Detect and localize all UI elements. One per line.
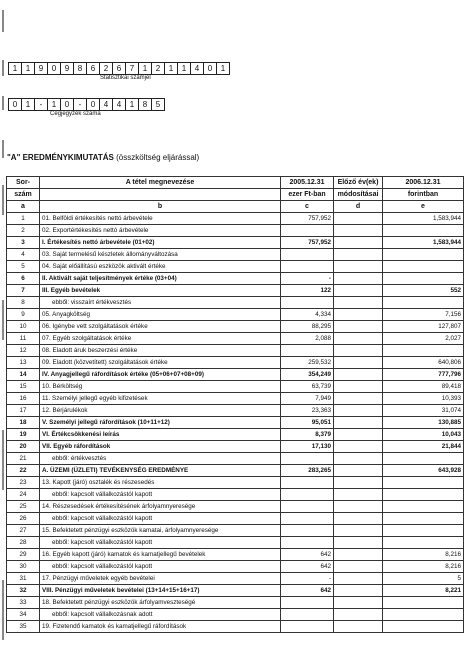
row-number: 12 [7,345,40,357]
row-label: 13. Kapott (járó) osztalék és részesedés [40,477,281,489]
row-label: 19. Fizetendő kamatok és kamatjellegű ráfordítások [40,621,281,633]
row-label: 02. Exportértékesítés nettó árbevétele [40,225,281,237]
row-curr-value [383,225,464,237]
row-curr-value [383,477,464,489]
row-label: ebből: kapcsolt vállalkozástól kapott [40,561,281,573]
table-row [7,513,464,525]
row-number: 34 [7,609,40,621]
row-prev-value: 8,379 [281,429,334,441]
table-row [7,285,464,297]
row-number: 17 [7,405,40,417]
digit-box: 4 [113,99,126,110]
col-name: A tétel megnevezése [40,177,281,189]
table-row [7,489,464,501]
col-sor: Sor- [7,177,40,189]
digit-box: 9 [61,63,74,74]
row-curr-value [383,249,464,261]
row-prev-value [281,501,334,513]
row-number: 3 [7,237,40,249]
row-prev-value: - [281,273,334,285]
row-number: 33 [7,597,40,609]
digit-box: 0 [204,63,217,74]
digit-box: 1 [9,63,22,74]
row-number: 21 [7,453,40,465]
row-number: 14 [7,369,40,381]
table-row [7,609,464,621]
row-modification [334,513,383,525]
row-label: 07. Egyéb szolgáltatások értéke [40,333,281,345]
row-label: ebből: értékvesztés [40,453,281,465]
row-curr-value [383,501,464,513]
col-curr: 2006.12.31 [383,177,464,189]
row-prev-value [281,513,334,525]
row-prev-value: 642 [281,561,334,573]
title-subtitle: (összköltség eljárással) [116,153,200,162]
digit-box: 1 [220,64,226,73]
row-prev-value: 354,249 [281,369,334,381]
page-title [7,153,199,162]
row-label: VII. Egyéb ráfordítások [40,441,281,453]
row-number: 24 [7,489,40,501]
registry-number-boxes [8,98,165,111]
table-row [7,501,464,513]
row-modification [334,621,383,633]
row-number: 26 [7,513,40,525]
row-number: 16 [7,393,40,405]
margin-mark [2,140,4,158]
row-label: IV. Anyagjellegű ráfordítások értéke (05+06+07+08+09) [40,369,281,381]
table-row [7,549,464,561]
row-label: VI. Értékcsökkenési leírás [40,429,281,441]
row-label: 06. Igénybe vett szolgáltatások értéke [40,321,281,333]
row-label: 14. Részesedések értékesítésének árfolyamnyeresége [40,501,281,513]
digit-box: 1 [165,63,178,74]
margin-mark [2,60,4,76]
row-curr-value: 89,418 [383,381,464,393]
margin-mark [2,430,4,490]
row-number: 31 [7,573,40,585]
row-modification [334,213,383,225]
row-number: 35 [7,621,40,633]
table-row [7,573,464,585]
table-row [7,381,464,393]
row-number: 28 [7,537,40,549]
row-number: 7 [7,285,40,297]
row-prev-value: 7,949 [281,393,334,405]
row-modification [334,441,383,453]
col-curr-unit: forintban [383,189,464,201]
digit-box: 0 [61,99,74,110]
row-curr-value: 127,807 [383,321,464,333]
row-curr-value: 1,583,944 [383,213,464,225]
row-curr-value [383,621,464,633]
table-row [7,561,464,573]
table-row [7,333,464,345]
row-label: 08. Eladott áruk beszerzési értéke [40,345,281,357]
row-curr-value [383,609,464,621]
col-letter-b: b [40,201,281,213]
row-number: 8 [7,297,40,309]
digit-box: 2 [100,63,113,74]
col-prev-unit: ezer Ft-ban [281,189,334,201]
row-modification [334,225,383,237]
row-curr-value: 640,806 [383,357,464,369]
row-label: II. Aktivált saját teljesítmények értéke (03+04) [40,273,281,285]
row-prev-value: 283,265 [281,465,334,477]
row-label: 17. Pénzügyi műveletek egyéb bevételei [40,573,281,585]
margin-mark [2,10,4,32]
row-curr-value: 10,393 [383,393,464,405]
digit-box: 7 [126,63,139,74]
table-row [7,357,464,369]
row-modification [334,585,383,597]
row-label: A. ÜZEMI (ÜZLETI) TEVÉKENYSÉG EREDMÉNYE [40,465,281,477]
row-prev-value: 642 [281,549,334,561]
row-prev-value [281,249,334,261]
row-prev-value [281,609,334,621]
row-modification [334,321,383,333]
row-modification [334,561,383,573]
digit-box: 1 [22,63,35,74]
row-curr-value [383,261,464,273]
digit-box: 0 [87,99,100,110]
row-prev-value: 4,334 [281,309,334,321]
table-row [7,537,464,549]
row-number: 1 [7,213,40,225]
row-number: 10 [7,321,40,333]
row-curr-value [383,597,464,609]
row-curr-value [383,297,464,309]
row-modification [334,537,383,549]
table-row [7,225,464,237]
table-row [7,309,464,321]
row-number: 20 [7,441,40,453]
row-number: 15 [7,381,40,393]
row-modification [334,525,383,537]
row-label: 16. Egyéb kapott (járó) kamatok és kamatjellegű bevételek [40,549,281,561]
row-modification [334,393,383,405]
row-prev-value: 122 [281,285,334,297]
margin-mark [2,96,4,110]
row-label: 11. Személyi jellegű egyéb kifizetések [40,393,281,405]
row-curr-value: 10,043 [383,429,464,441]
digit-box: 1 [178,63,191,74]
col-letter-e: e [383,201,464,213]
row-curr-value [383,513,464,525]
row-curr-value: 130,885 [383,417,464,429]
digit-box: 9 [35,63,48,74]
col-mod: Előző év(ek) [334,177,383,189]
digit-box: 1 [22,99,35,110]
table-row [7,261,464,273]
row-modification [334,501,383,513]
row-modification [334,237,383,249]
row-label: 18. Befektetett pénzügyi eszközök árfolyamveszteségé [40,597,281,609]
row-number: 4 [7,249,40,261]
row-modification [334,357,383,369]
row-curr-value: 21,844 [383,441,464,453]
row-prev-value [281,297,334,309]
table-row [7,321,464,333]
col-szam: szám [7,189,40,201]
stat-number-boxes [8,62,230,75]
table-row [7,405,464,417]
row-prev-value [281,477,334,489]
row-prev-value [281,261,334,273]
row-label: ebből: kapcsolt vállalkozásnak adott [40,609,281,621]
row-modification [334,417,383,429]
table-row [7,417,464,429]
table-row [7,441,464,453]
row-curr-value [383,537,464,549]
col-letter-c: c [281,201,334,213]
row-curr-value: 7,156 [383,309,464,321]
row-modification [334,477,383,489]
row-label: ebből: kapcsolt vállalkozástól kapott [40,489,281,501]
row-prev-value: 17,130 [281,441,334,453]
row-number: 13 [7,357,40,369]
row-modification [334,489,383,501]
row-label: 05. Anyagköltség [40,309,281,321]
row-label: ebből: visszaírt értékvesztés [40,297,281,309]
row-prev-value [281,621,334,633]
table-row [7,477,464,489]
row-label: I. Értékesítés nettó árbevétele (01+02) [40,237,281,249]
row-modification [334,285,383,297]
row-curr-value [383,453,464,465]
row-curr-value: 8,216 [383,549,464,561]
table-row [7,465,464,477]
row-modification [334,273,383,285]
row-number: 6 [7,273,40,285]
stat-number-caption: Statisztikai számjel [100,75,151,81]
row-label: 15. Befektetett pénzügyi eszközök kamatai, árfolyamnyeresége [40,525,281,537]
row-curr-value: 1,583,944 [383,237,464,249]
margin-mark [2,185,4,215]
digit-box: 1 [139,63,152,74]
row-prev-value: 2,088 [281,333,334,345]
row-number: 2 [7,225,40,237]
digit-box: - [74,99,87,110]
table-row [7,369,464,381]
row-modification [334,465,383,477]
row-modification [334,453,383,465]
digit-box: 1 [48,99,61,110]
row-label: ebből: kapcsolt vállalkozástól kapott [40,537,281,549]
row-prev-value: 63,739 [281,381,334,393]
table-row [7,525,464,537]
table-row [7,597,464,609]
row-prev-value: 88,295 [281,321,334,333]
title-text: "A" EREDMÉNYKIMUTATÁS [7,153,114,162]
row-prev-value [281,345,334,357]
row-modification [334,573,383,585]
row-curr-value: 8,216 [383,561,464,573]
row-label: V. Személyi jellegű ráfordítások (10+11+12) [40,417,281,429]
row-modification [334,309,383,321]
margin-mark [2,300,4,340]
row-modification [334,429,383,441]
row-number: 5 [7,261,40,273]
row-number: 18 [7,417,40,429]
row-curr-value [383,273,464,285]
row-label: 03. Saját termelésű készletek állományváltozása [40,249,281,261]
digit-box: 8 [139,99,152,110]
row-number: 32 [7,585,40,597]
row-number: 29 [7,549,40,561]
row-modification [334,405,383,417]
row-modification [334,333,383,345]
col-letter-a: a [7,201,40,213]
row-label: 10. Bérköltség [40,381,281,393]
row-prev-value [281,453,334,465]
row-curr-value: 552 [383,285,464,297]
table-row [7,393,464,405]
row-curr-value [383,345,464,357]
row-curr-value: 31,074 [383,405,464,417]
row-number: 19 [7,429,40,441]
row-number: 27 [7,525,40,537]
digit-box: 5 [155,100,161,109]
table-row [7,429,464,441]
row-number: 9 [7,309,40,321]
row-prev-value [281,489,334,501]
row-curr-value: 643,928 [383,465,464,477]
table-row [7,585,464,597]
row-prev-value: 95,051 [281,417,334,429]
row-number: 22 [7,465,40,477]
row-modification [334,549,383,561]
table-row [7,297,464,309]
row-prev-value: 642 [281,585,334,597]
digit-box: 4 [191,63,204,74]
digit-box: 6 [87,63,100,74]
row-curr-value: 8,221 [383,585,464,597]
row-prev-value [281,537,334,549]
row-prev-value: 23,363 [281,405,334,417]
row-label: ebből: kapcsolt vállalkozástól kapott [40,513,281,525]
row-label: 09. Eladott (közvetített) szolgáltatások értéke [40,357,281,369]
row-curr-value [383,525,464,537]
row-curr-value [383,489,464,501]
table-row [7,237,464,249]
col-name-blank [40,189,281,201]
margin-mark [2,580,4,640]
row-prev-value [281,597,334,609]
row-label: 01. Belföldi értékesítés nettó árbevétele [40,213,281,225]
row-modification [334,345,383,357]
row-prev-value [281,225,334,237]
row-curr-value: 5 [383,573,464,585]
row-number: 30 [7,561,40,573]
digit-box: 4 [100,99,113,110]
digit-box: - [35,99,48,110]
digit-box: 1 [126,99,139,110]
row-curr-value: 2,027 [383,333,464,345]
digit-box: 6 [113,63,126,74]
row-number: 25 [7,501,40,513]
row-prev-value [281,525,334,537]
table-row [7,621,464,633]
digit-box: 0 [9,99,22,110]
income-statement-table [6,176,464,633]
row-modification [334,369,383,381]
digit-box: 2 [152,63,165,74]
digit-box: 0 [48,63,61,74]
row-label: III. Egyéb bevételek [40,285,281,297]
row-prev-value: 757,952 [281,213,334,225]
table-row [7,345,464,357]
table-row [7,273,464,285]
row-prev-value: 259,532 [281,357,334,369]
table-row [7,453,464,465]
registry-number-caption: Cégjegyzék száma [50,111,101,117]
col-mod-sub: módosításai [334,189,383,201]
row-number: 23 [7,477,40,489]
row-modification [334,249,383,261]
row-prev-value: 757,952 [281,237,334,249]
row-label: 04. Saját előállítású eszközök aktivált értéke [40,261,281,273]
table-row [7,249,464,261]
row-curr-value: 777,796 [383,369,464,381]
row-prev-value: - [281,573,334,585]
row-number: 11 [7,333,40,345]
col-letter-d: d [334,201,383,213]
row-modification [334,609,383,621]
col-prev: 2005.12.31 [281,177,334,189]
table-row [7,213,464,225]
row-modification [334,381,383,393]
row-label: 12. Bérjárulékok [40,405,281,417]
row-modification [334,261,383,273]
digit-box: 8 [74,63,87,74]
row-modification [334,297,383,309]
row-label: VIII. Pénzügyi műveletek bevételei (13+14+15+16+17) [40,585,281,597]
row-modification [334,597,383,609]
